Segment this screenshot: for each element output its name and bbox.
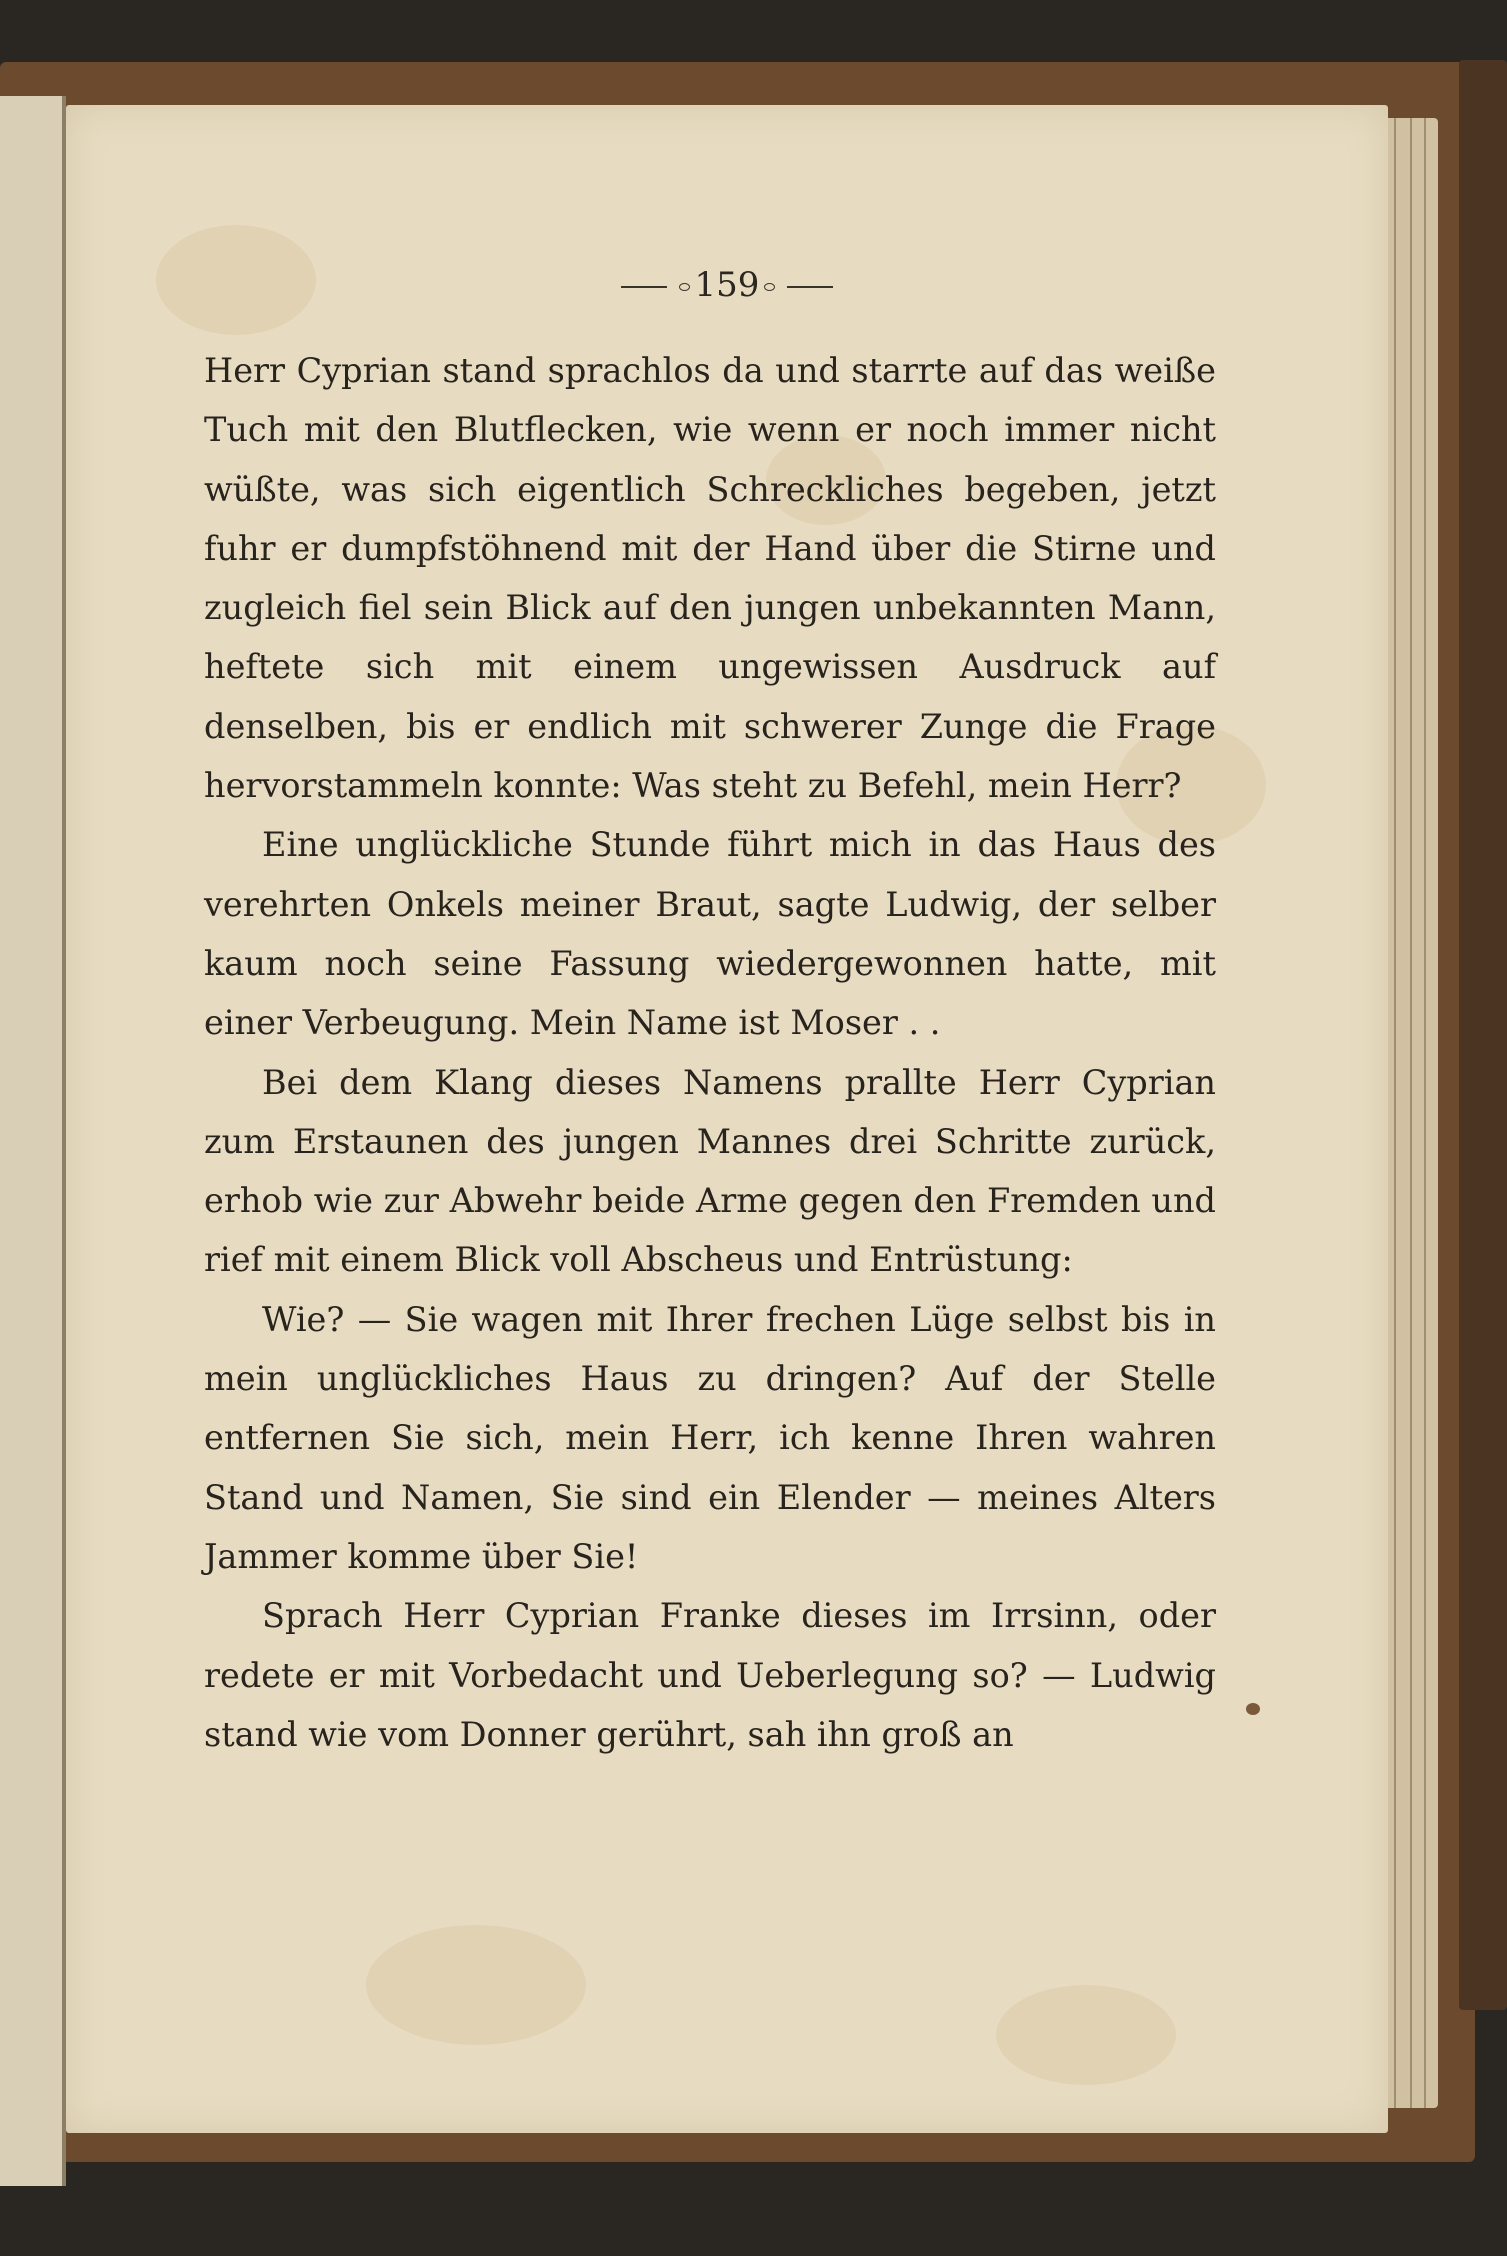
cover-edge [1459, 60, 1507, 2010]
paragraph-2: Eine unglückliche Stunde führt mich in das Haus des verehrten Onkels meiner Braut, sagte Ludwig, der selber kaum noch seine Fassung wiedergewonnen hatte, mit einer Verbeugung. Mein Name ist Moser . . [204, 825, 1216, 1043]
body-text [204, 341, 1216, 1764]
page-edge-line [1394, 118, 1396, 2108]
paragraph-4: Wie? — Sie wagen mit Ihrer frechen Lüge selbst bis in mein unglückliches Haus zu dringen? Auf der Stelle entfernen Sie sich, mein Herr, ich kenne Ihren wahren Stand und Namen, Sie sind ein Elender — meines Alters Jammer komme über Sie! [204, 1299, 1216, 1576]
page-header [66, 265, 1388, 305]
header-ornament-left [621, 286, 667, 288]
page-edge-line [1410, 118, 1412, 2108]
paragraph-3: Bei dem Klang dieses Namens prallte Herr Cyprian zum Erstaunen des jungen Mannes drei Schritte zurück, erhob wie zur Abwehr beide Arme gegen den Fremden und rief mit einem Blick voll Abscheus und Entrüstung: [204, 1062, 1216, 1280]
page-edge-line [1424, 118, 1426, 2108]
header-ornament-left-tip [679, 283, 690, 291]
page-number: 159 [694, 265, 760, 305]
header-ornament-right [787, 286, 833, 288]
paragraph-5: Sprach Herr Cyprian Franke dieses im Irrsinn, oder redete er mit Vorbedacht und Ueberlegung so? — Ludwig stand wie vom Donner gerührt, sah ihn groß an [204, 1596, 1216, 1754]
book-page [66, 105, 1388, 2133]
header-ornament-right-tip [764, 283, 775, 291]
previous-page-edge [0, 96, 66, 2186]
paragraph-1: Herr Cyprian stand sprachlos da und starrte auf das weiße Tuch mit den Blutflecken, wie wenn er noch immer nicht wüßte, was sich eigentlich Schreckliches begeben, jetzt fuhr er dumpfstöhnend mit der Hand über die Stirne und zugleich fiel sein Blick auf den jungen unbekannten Mann, heftete sich mit einem ungewissen Ausdruck auf denselben, bis er endlich mit schwerer Zunge die Frage hervorstammeln konnte: Was steht zu Befehl, mein Herr? [204, 351, 1216, 806]
paper-stain [366, 1925, 586, 2045]
paper-stain [996, 1985, 1176, 2085]
ink-speck [1246, 1703, 1260, 1715]
